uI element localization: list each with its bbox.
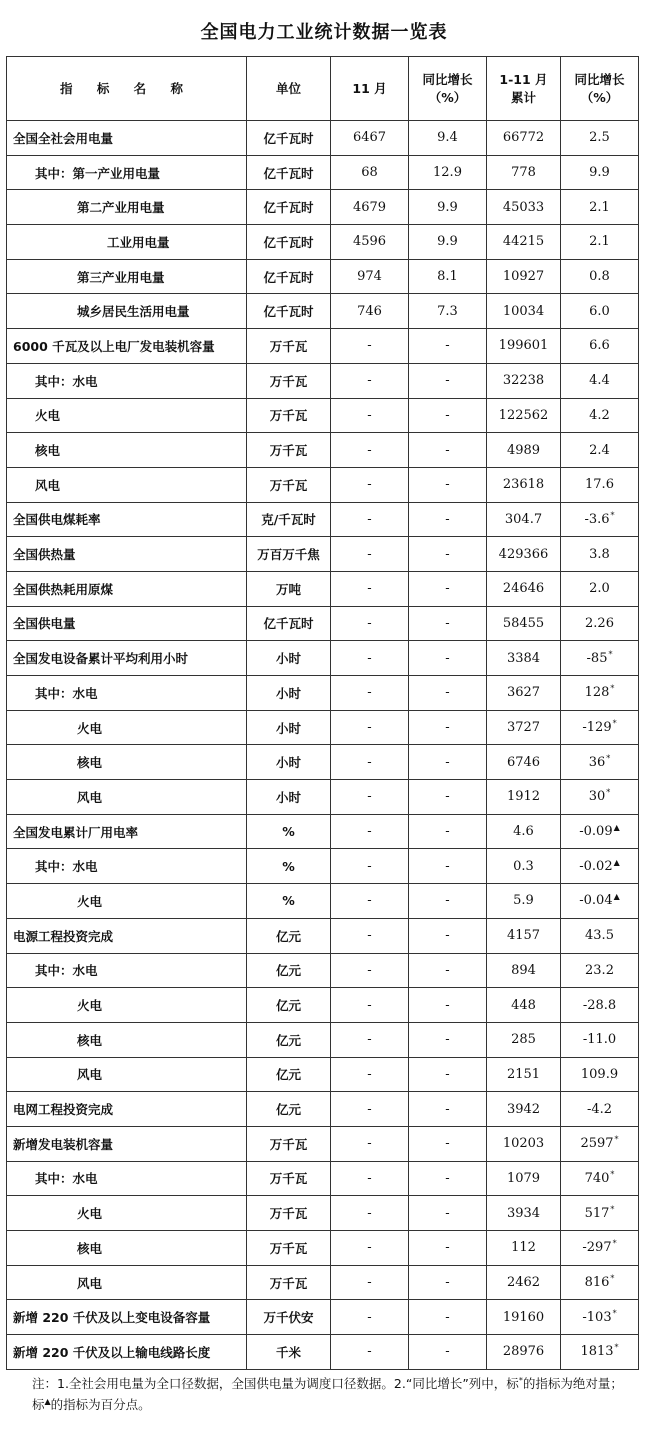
table-row (7, 988, 639, 1023)
growth-type-mark: * (612, 1308, 617, 1318)
unit-cell: 千米 (247, 1335, 331, 1370)
table-row (7, 884, 639, 919)
month-yoy-value: - (409, 780, 487, 815)
indicator-name: 6000 千瓦及以上电厂发电装机容量 (7, 329, 247, 364)
growth-type-mark: * (608, 649, 613, 659)
page-title: 全国电力工业统计数据一览表 (200, 22, 448, 43)
unit-cell: 万千瓦 (247, 1161, 331, 1196)
month-yoy-value: 12.9 (409, 155, 487, 190)
unit-cell: 小时 (247, 641, 331, 676)
table-row (7, 398, 639, 433)
col-header-cumulative (487, 57, 561, 121)
table-row (7, 433, 639, 468)
month-value: 6467 (331, 121, 409, 156)
cumulative-yoy-value: 36* (561, 745, 639, 780)
unit-cell: 万千伏安 (247, 1300, 331, 1335)
month-yoy-value: - (409, 1300, 487, 1335)
unit-cell: 亿千瓦时 (247, 225, 331, 260)
cumulative-value: 3627 (487, 676, 561, 711)
col-header-cumulative-line2: 累计 (510, 89, 536, 105)
unit-cell: 万千瓦 (247, 1196, 331, 1231)
cumulative-yoy-value: 3.8 (561, 537, 639, 572)
month-yoy-value: - (409, 502, 487, 537)
month-yoy-value: - (409, 1092, 487, 1127)
unit-cell: 小时 (247, 676, 331, 711)
cumulative-value: 24646 (487, 571, 561, 606)
table-row (7, 121, 639, 156)
col-header-name: 指 标 名 称 (7, 57, 247, 121)
month-yoy-value: - (409, 606, 487, 641)
cumulative-value: 10927 (487, 259, 561, 294)
indicator-name: 新增 220 千伏及以上输电线路长度 (7, 1335, 247, 1370)
month-value: - (331, 884, 409, 919)
cumulative-value: 3942 (487, 1092, 561, 1127)
month-yoy-value: - (409, 1231, 487, 1266)
month-yoy-value: 7.3 (409, 294, 487, 329)
month-value: - (331, 1092, 409, 1127)
unit-cell: 亿元 (247, 1057, 331, 1092)
month-value: - (331, 1231, 409, 1266)
unit-cell: 亿千瓦时 (247, 606, 331, 641)
indicator-name: 其中：第一产业用电量 (7, 155, 247, 190)
month-yoy-value: - (409, 467, 487, 502)
cumulative-value: 448 (487, 988, 561, 1023)
month-value: - (331, 1265, 409, 1300)
cumulative-yoy-value: 2.1 (561, 225, 639, 260)
month-value: - (331, 676, 409, 711)
cumulative-yoy-value: -85* (561, 641, 639, 676)
indicator-name: 其中：水电 (7, 849, 247, 884)
cumulative-value: 66772 (487, 121, 561, 156)
col-header-month-yoy-line2: （%） (428, 89, 467, 105)
month-value: - (331, 1161, 409, 1196)
growth-type-mark: * (614, 1135, 619, 1145)
unit-cell: 亿元 (247, 918, 331, 953)
table-row (7, 1335, 639, 1370)
col-header-unit: 单位 (247, 57, 331, 121)
month-value: - (331, 1057, 409, 1092)
indicator-name: 全国供热耗用原煤 (7, 571, 247, 606)
month-yoy-value: - (409, 1057, 487, 1092)
table-row (7, 190, 639, 225)
month-value: - (331, 1196, 409, 1231)
cumulative-yoy-value: -3.6* (561, 502, 639, 537)
table-row (7, 1265, 639, 1300)
cumulative-value: 32238 (487, 363, 561, 398)
cumulative-value: 429366 (487, 537, 561, 572)
month-yoy-value: - (409, 433, 487, 468)
month-yoy-value: 9.4 (409, 121, 487, 156)
month-yoy-value: - (409, 953, 487, 988)
growth-type-mark: * (614, 1343, 619, 1353)
month-value: - (331, 988, 409, 1023)
month-value: 4596 (331, 225, 409, 260)
col-header-cumulative-yoy-line1: 同比增长 (574, 71, 625, 87)
month-yoy-value: - (409, 1335, 487, 1370)
cumulative-yoy-value: -0.09▲ (561, 814, 639, 849)
cumulative-yoy-value: 0.8 (561, 259, 639, 294)
unit-cell: % (247, 814, 331, 849)
table-row (7, 363, 639, 398)
cumulative-value: 4989 (487, 433, 561, 468)
indicator-name: 全国供电煤耗率 (7, 502, 247, 537)
unit-cell: 万千瓦 (247, 329, 331, 364)
table-row (7, 1092, 639, 1127)
month-value: - (331, 606, 409, 641)
cumulative-yoy-value: 4.4 (561, 363, 639, 398)
table-row (7, 745, 639, 780)
unit-cell: 万百万千焦 (247, 537, 331, 572)
table-row (7, 155, 639, 190)
growth-type-mark: ▲ (613, 823, 620, 833)
cumulative-value: 304.7 (487, 502, 561, 537)
cumulative-yoy-value: 17.6 (561, 467, 639, 502)
cumulative-yoy-value: -4.2 (561, 1092, 639, 1127)
statistics-table (6, 56, 639, 1370)
indicator-name: 其中：水电 (7, 953, 247, 988)
month-value: - (331, 953, 409, 988)
unit-cell: % (247, 849, 331, 884)
table-row (7, 502, 639, 537)
cumulative-yoy-value: -297* (561, 1231, 639, 1266)
month-value: - (331, 571, 409, 606)
table-row (7, 1196, 639, 1231)
unit-cell: 万千瓦 (247, 1231, 331, 1266)
growth-type-mark: * (606, 753, 611, 763)
indicator-name: 第二产业用电量 (7, 190, 247, 225)
indicator-name: 其中：水电 (7, 363, 247, 398)
unit-cell: 万千瓦 (247, 433, 331, 468)
table-row (7, 467, 639, 502)
growth-type-mark: * (610, 1204, 615, 1214)
indicator-name: 风电 (7, 1057, 247, 1092)
month-value: 4679 (331, 190, 409, 225)
month-yoy-value: - (409, 814, 487, 849)
month-yoy-value: - (409, 1022, 487, 1057)
cumulative-value: 778 (487, 155, 561, 190)
month-yoy-value: - (409, 676, 487, 711)
footnote: 注：1.全社会用电量为全口径数据，全国供电量为调度口径数据。2.“同比增长”列中，标*的指标为绝对量；标▲的指标为百分点。 (32, 1376, 623, 1412)
indicator-name: 火电 (7, 710, 247, 745)
table-row (7, 1231, 639, 1266)
cumulative-yoy-value: 23.2 (561, 953, 639, 988)
indicator-name: 核电 (7, 1022, 247, 1057)
col-header-month-yoy-line1: 同比增长 (422, 71, 473, 87)
unit-cell: 亿千瓦时 (247, 190, 331, 225)
unit-cell: % (247, 884, 331, 919)
unit-cell: 万千瓦 (247, 1265, 331, 1300)
col-header-month-yoy (409, 57, 487, 121)
cumulative-yoy-value: 109.9 (561, 1057, 639, 1092)
cumulative-value: 19160 (487, 1300, 561, 1335)
cumulative-value: 5.9 (487, 884, 561, 919)
table-row (7, 641, 639, 676)
growth-type-mark: * (612, 719, 617, 729)
month-yoy-value: 9.9 (409, 225, 487, 260)
cumulative-value: 45033 (487, 190, 561, 225)
cumulative-yoy-value: 128* (561, 676, 639, 711)
indicator-name: 全国发电设备累计平均利用小时 (7, 641, 247, 676)
cumulative-yoy-value: 30* (561, 780, 639, 815)
month-yoy-value: - (409, 710, 487, 745)
table-row (7, 1057, 639, 1092)
cumulative-value: 894 (487, 953, 561, 988)
table-row (7, 953, 639, 988)
indicator-name: 新增 220 千伏及以上变电设备容量 (7, 1300, 247, 1335)
month-yoy-value: - (409, 1126, 487, 1161)
table-row (7, 814, 639, 849)
indicator-name: 风电 (7, 467, 247, 502)
cumulative-value: 285 (487, 1022, 561, 1057)
cumulative-yoy-value: 2.1 (561, 190, 639, 225)
indicator-name: 核电 (7, 745, 247, 780)
month-value: - (331, 780, 409, 815)
unit-cell: 亿千瓦时 (247, 121, 331, 156)
cumulative-value: 3384 (487, 641, 561, 676)
cumulative-value: 58455 (487, 606, 561, 641)
cumulative-yoy-value: 2.26 (561, 606, 639, 641)
cumulative-yoy-value: 1813* (561, 1335, 639, 1370)
cumulative-yoy-value: 740* (561, 1161, 639, 1196)
cumulative-value: 10034 (487, 294, 561, 329)
month-yoy-value: - (409, 849, 487, 884)
cumulative-yoy-value: 2597* (561, 1126, 639, 1161)
table-row (7, 606, 639, 641)
indicator-name: 新增发电装机容量 (7, 1126, 247, 1161)
cumulative-yoy-value: 9.9 (561, 155, 639, 190)
unit-cell: 万千瓦 (247, 1126, 331, 1161)
indicator-name: 其中：水电 (7, 676, 247, 711)
indicator-name: 火电 (7, 988, 247, 1023)
month-yoy-value: - (409, 1196, 487, 1231)
unit-cell: 小时 (247, 745, 331, 780)
indicator-name: 工业用电量 (7, 225, 247, 260)
month-value: 68 (331, 155, 409, 190)
cumulative-value: 3727 (487, 710, 561, 745)
month-value: - (331, 363, 409, 398)
cumulative-value: 23618 (487, 467, 561, 502)
indicator-name: 全国供热量 (7, 537, 247, 572)
month-value: - (331, 1126, 409, 1161)
cumulative-yoy-value: 6.0 (561, 294, 639, 329)
indicator-name: 火电 (7, 1196, 247, 1231)
table-row (7, 710, 639, 745)
month-value: - (331, 329, 409, 364)
indicator-name: 火电 (7, 398, 247, 433)
unit-cell: 亿元 (247, 953, 331, 988)
cumulative-value: 2462 (487, 1265, 561, 1300)
month-value: - (331, 502, 409, 537)
table-row (7, 571, 639, 606)
cumulative-yoy-value: 816* (561, 1265, 639, 1300)
indicator-name: 全国供电量 (7, 606, 247, 641)
table-row (7, 918, 639, 953)
unit-cell: 亿元 (247, 988, 331, 1023)
cumulative-value: 10203 (487, 1126, 561, 1161)
month-value: - (331, 918, 409, 953)
indicator-name: 火电 (7, 884, 247, 919)
growth-type-mark: * (606, 788, 611, 798)
col-header-cumulative-line1: 1-11 月 (499, 71, 548, 87)
cumulative-value: 4157 (487, 918, 561, 953)
cumulative-yoy-value: -0.04▲ (561, 884, 639, 919)
month-value: - (331, 433, 409, 468)
cumulative-yoy-value: -28.8 (561, 988, 639, 1023)
header-row (7, 57, 639, 121)
cumulative-yoy-value: 2.5 (561, 121, 639, 156)
table-row (7, 676, 639, 711)
table-row (7, 849, 639, 884)
indicator-name: 第三产业用电量 (7, 259, 247, 294)
month-yoy-value: - (409, 537, 487, 572)
table-body (7, 121, 639, 1370)
indicator-name: 其中：水电 (7, 1161, 247, 1196)
cumulative-value: 199601 (487, 329, 561, 364)
month-value: - (331, 1300, 409, 1335)
cumulative-yoy-value: 6.6 (561, 329, 639, 364)
unit-cell: 亿千瓦时 (247, 259, 331, 294)
cumulative-value: 1912 (487, 780, 561, 815)
month-yoy-value: 9.9 (409, 190, 487, 225)
unit-cell: 亿元 (247, 1092, 331, 1127)
month-yoy-value: - (409, 571, 487, 606)
month-yoy-value: - (409, 641, 487, 676)
unit-cell: 亿千瓦时 (247, 294, 331, 329)
growth-type-mark: * (610, 510, 615, 520)
month-yoy-value: - (409, 918, 487, 953)
growth-type-mark: ▲ (613, 892, 620, 902)
cumulative-value: 28976 (487, 1335, 561, 1370)
table-row (7, 329, 639, 364)
cumulative-value: 2151 (487, 1057, 561, 1092)
absolute-mark: * (518, 1376, 523, 1385)
unit-cell: 亿元 (247, 1022, 331, 1057)
month-value: 974 (331, 259, 409, 294)
month-value: - (331, 849, 409, 884)
cumulative-yoy-value: -0.02▲ (561, 849, 639, 884)
unit-cell: 万千瓦 (247, 467, 331, 502)
unit-cell: 万千瓦 (247, 363, 331, 398)
month-value: - (331, 745, 409, 780)
month-value: 746 (331, 294, 409, 329)
month-value: - (331, 1335, 409, 1370)
cumulative-value: 1079 (487, 1161, 561, 1196)
cumulative-yoy-value: 4.2 (561, 398, 639, 433)
unit-cell: 亿千瓦时 (247, 155, 331, 190)
growth-type-mark: * (610, 684, 615, 694)
cumulative-value: 6746 (487, 745, 561, 780)
cumulative-yoy-value: -129* (561, 710, 639, 745)
col-header-month: 11 月 (331, 57, 409, 121)
indicator-name: 风电 (7, 780, 247, 815)
month-value: - (331, 1022, 409, 1057)
month-yoy-value: - (409, 1161, 487, 1196)
month-yoy-value: 8.1 (409, 259, 487, 294)
month-yoy-value: - (409, 988, 487, 1023)
cumulative-yoy-value: -103* (561, 1300, 639, 1335)
table-row (7, 1161, 639, 1196)
indicator-name: 风电 (7, 1265, 247, 1300)
month-yoy-value: - (409, 329, 487, 364)
col-header-cumulative-yoy-line2: （%） (580, 89, 619, 105)
table-row (7, 1022, 639, 1057)
unit-cell: 万千瓦 (247, 398, 331, 433)
unit-cell: 小时 (247, 710, 331, 745)
indicator-name: 城乡居民生活用电量 (7, 294, 247, 329)
indicator-name: 核电 (7, 1231, 247, 1266)
cumulative-yoy-value: -11.0 (561, 1022, 639, 1057)
table-row (7, 294, 639, 329)
month-value: - (331, 467, 409, 502)
percentage-point-mark: ▲ (44, 1397, 51, 1406)
cumulative-value: 44215 (487, 225, 561, 260)
month-value: - (331, 641, 409, 676)
month-yoy-value: - (409, 1265, 487, 1300)
cumulative-yoy-value: 2.4 (561, 433, 639, 468)
table-row (7, 537, 639, 572)
cumulative-value: 0.3 (487, 849, 561, 884)
month-yoy-value: - (409, 745, 487, 780)
month-yoy-value: - (409, 363, 487, 398)
cumulative-yoy-value: 43.5 (561, 918, 639, 953)
cumulative-value: 122562 (487, 398, 561, 433)
col-header-cumulative-yoy (561, 57, 639, 121)
cumulative-yoy-value: 2.0 (561, 571, 639, 606)
table-row (7, 780, 639, 815)
indicator-name: 电网工程投资完成 (7, 1092, 247, 1127)
growth-type-mark: * (612, 1239, 617, 1249)
growth-type-mark: ▲ (613, 857, 620, 867)
month-yoy-value: - (409, 884, 487, 919)
indicator-name: 电源工程投资完成 (7, 918, 247, 953)
table-row (7, 1300, 639, 1335)
month-value: - (331, 537, 409, 572)
indicator-name: 核电 (7, 433, 247, 468)
table-row (7, 1126, 639, 1161)
growth-type-mark: * (610, 1169, 615, 1179)
cumulative-yoy-value: 517* (561, 1196, 639, 1231)
growth-type-mark: * (610, 1274, 615, 1284)
indicator-name: 全国全社会用电量 (7, 121, 247, 156)
month-value: - (331, 710, 409, 745)
month-yoy-value: - (409, 398, 487, 433)
cumulative-value: 4.6 (487, 814, 561, 849)
month-value: - (331, 814, 409, 849)
cumulative-value: 3934 (487, 1196, 561, 1231)
table-row (7, 259, 639, 294)
unit-cell: 克/千瓦时 (247, 502, 331, 537)
table-row (7, 225, 639, 260)
cumulative-value: 112 (487, 1231, 561, 1266)
month-value: - (331, 398, 409, 433)
unit-cell: 小时 (247, 780, 331, 815)
unit-cell: 万吨 (247, 571, 331, 606)
table-header (7, 57, 639, 121)
indicator-name: 全国发电累计厂用电率 (7, 814, 247, 849)
